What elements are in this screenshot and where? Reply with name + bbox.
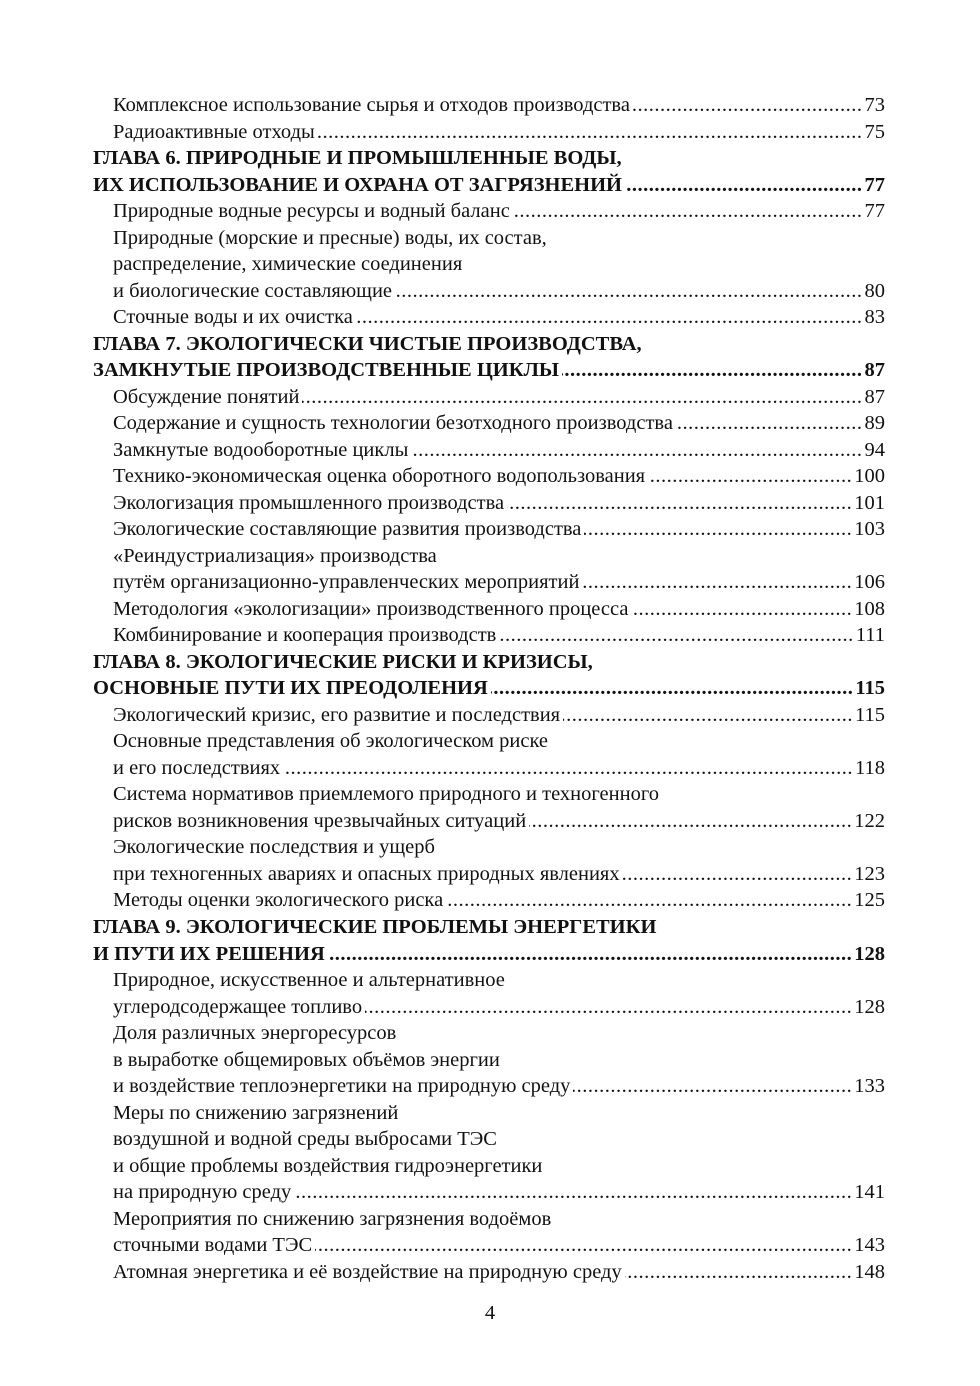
toc-section-entry[interactable] <box>93 384 885 411</box>
toc-page-number: 133 <box>854 1075 885 1098</box>
toc-entry-title: в выработке общемировых объёмов энергии <box>113 1048 500 1071</box>
toc-entry-title: ГЛАВА 6. ПРИРОДНЫЕ И ПРОМЫШЛЕННЫЕ ВОДЫ, <box>93 147 622 170</box>
dot-leader <box>573 1073 852 1100</box>
dot-leader <box>507 490 852 517</box>
toc-page-number: 118 <box>855 756 885 779</box>
toc-entry-title: Мероприятия по снижению загрязнения водоёмов <box>113 1207 552 1230</box>
toc-page-number: 148 <box>854 1260 885 1283</box>
toc-entry-title: и воздействие теплоэнергетики на природную среду <box>113 1075 571 1098</box>
toc-entry-line <box>93 331 885 358</box>
dot-leader <box>648 463 852 490</box>
toc-section-entry[interactable] <box>93 702 885 729</box>
toc-entry-title: Природные водные ресурсы и водный баланс <box>113 200 510 223</box>
toc-entry-title: путём организационно-управленческих мероприятий <box>113 571 580 594</box>
toc-entry-line <box>93 1206 885 1233</box>
toc-chapter-entry[interactable] <box>93 145 885 198</box>
toc-entry-title: Технико-экономическая оценка оборотного водопользования <box>113 465 646 488</box>
toc-entry-line <box>93 781 885 808</box>
toc-entry-title: Основные представления об экологическом риске <box>113 730 549 753</box>
dot-leader <box>294 1179 852 1206</box>
toc-page-number: 103 <box>854 518 885 541</box>
toc-section-entry[interactable] <box>93 834 885 887</box>
dot-leader <box>446 887 852 914</box>
toc-entry-title: Природное, искусственное и альтернативное <box>113 969 505 992</box>
dot-leader <box>283 755 853 782</box>
toc-entry-line <box>93 1259 885 1286</box>
toc-entry-line <box>93 1232 885 1259</box>
toc-section-entry[interactable] <box>93 410 885 437</box>
toc-entry-title: Методология «экологизации» производственного процесса <box>113 597 629 620</box>
toc-entry-line <box>93 1047 885 1074</box>
toc-page-number: 87 <box>864 359 885 382</box>
toc-entry-line <box>93 384 885 411</box>
toc-entry-line <box>93 490 885 517</box>
toc-page-number: 94 <box>864 438 885 461</box>
toc-chapter-entry[interactable] <box>93 331 885 384</box>
dot-leader <box>633 92 863 119</box>
toc-section-entry[interactable] <box>93 887 885 914</box>
toc-entry-line <box>93 1020 885 1047</box>
toc-entry-line <box>93 1153 885 1180</box>
dot-leader <box>318 119 863 146</box>
dot-leader <box>513 198 863 225</box>
toc-section-entry[interactable] <box>93 437 885 464</box>
toc-entry-line <box>93 755 885 782</box>
toc-entry-title: сточными водами ТЭС <box>113 1234 313 1257</box>
dot-leader <box>631 596 852 623</box>
toc-entry-title: Экологизация промышленного производства <box>113 491 505 514</box>
toc-section-entry[interactable] <box>93 967 885 1020</box>
table-of-contents <box>93 92 885 1285</box>
toc-page-number: 101 <box>854 491 885 514</box>
toc-entry-title: и биологические составляющие <box>113 279 393 302</box>
toc-entry-title: Комбинирование и кооперация производств <box>113 624 497 647</box>
toc-chapter-entry[interactable] <box>93 914 885 967</box>
toc-entry-line <box>93 702 885 729</box>
toc-page-number: 80 <box>864 279 885 302</box>
toc-entry-title: ГЛАВА 8. ЭКОЛОГИЧЕСКИЕ РИСКИ И КРИЗИСЫ, <box>93 650 593 673</box>
toc-section-entry[interactable] <box>93 728 885 781</box>
toc-section-entry[interactable] <box>93 596 885 623</box>
toc-entry-title: Экологические составляющие развития производства <box>113 518 582 541</box>
toc-section-entry[interactable] <box>93 119 885 146</box>
toc-entry-line <box>93 1100 885 1127</box>
toc-entry-title: при техногенных авариях и опасных природных явлениях <box>113 862 620 885</box>
toc-entry-title: Экологический кризис, его развитие и последствия <box>113 703 561 726</box>
toc-entry-line <box>93 887 885 914</box>
toc-entry-title: Система нормативов приемлемого природного и техногенного <box>113 783 659 806</box>
toc-entry-title: Радиоактивные отходы <box>113 120 315 143</box>
toc-page-number: 106 <box>854 571 885 594</box>
toc-page-number: 73 <box>864 94 885 116</box>
toc-entry-title: Методы оценки экологического риска <box>113 889 444 912</box>
toc-section-entry[interactable] <box>93 543 885 596</box>
dot-leader <box>625 1259 853 1286</box>
toc-entry-title: рисков возникновения чрезвычайных ситуаций <box>113 809 527 832</box>
toc-entry-title: «Реиндустриализация» производства <box>113 544 437 567</box>
toc-page-number: 77 <box>864 200 885 223</box>
toc-entry-title: распределение, химические соединения <box>113 253 463 276</box>
toc-page-number: 128 <box>854 995 885 1018</box>
toc-page-number: 115 <box>855 677 885 700</box>
toc-section-entry[interactable] <box>93 516 885 543</box>
dot-leader <box>529 808 852 835</box>
toc-entry-title: ГЛАВА 9. ЭКОЛОГИЧЕСКИЕ ПРОБЛЕМЫ ЭНЕРГЕТИКИ <box>93 915 657 938</box>
toc-entry-line <box>93 463 885 490</box>
toc-entry-title: Доля различных энергоресурсов <box>113 1022 397 1045</box>
dot-leader <box>302 384 862 411</box>
toc-entry-line <box>93 728 885 755</box>
toc-entry-line <box>93 278 885 305</box>
toc-section-entry[interactable] <box>93 304 885 331</box>
toc-entry-title: Меры по снижению загрязнений <box>113 1101 399 1124</box>
toc-page-number: 122 <box>854 809 885 832</box>
dot-leader <box>582 569 852 596</box>
toc-entry-title: Сточные воды и их очистка <box>113 306 353 329</box>
toc-entry-line <box>93 251 885 278</box>
toc-entry-line <box>93 1126 885 1153</box>
toc-section-entry[interactable] <box>93 490 885 517</box>
toc-section-entry[interactable] <box>93 1020 885 1100</box>
toc-entry-title: Обсуждение понятий <box>113 385 300 408</box>
toc-page-number: 128 <box>854 942 885 965</box>
toc-entry-line <box>93 1073 885 1100</box>
toc-entry-title: ГЛАВА 7. ЭКОЛОГИЧЕСКИ ЧИСТЫЕ ПРОИЗВОДСТВА, <box>93 332 642 355</box>
toc-entry-line <box>93 92 885 119</box>
toc-entry-title: воздушной и водной среды выбросами ТЭС <box>113 1128 497 1151</box>
toc-entry-title: и общие проблемы воздействия гидроэнергетики <box>113 1154 543 1177</box>
toc-entry-title: ИХ ИСПОЛЬЗОВАНИЕ И ОХРАНА ОТ ЗАГРЯЗНЕНИЙ <box>93 173 622 196</box>
dot-leader <box>623 861 853 888</box>
dot-leader <box>315 1232 852 1259</box>
toc-entry-title: Экологические последствия и ущерб <box>113 836 435 859</box>
dot-leader <box>491 675 854 702</box>
toc-section-entry[interactable] <box>93 198 885 225</box>
toc-entry-title: Содержание и сущность технологии безотходного производства <box>113 412 673 435</box>
toc-entry-line <box>93 675 885 702</box>
toc-entry-title: углеродсодержащее топливо <box>113 995 363 1018</box>
toc-chapter-entry[interactable] <box>93 649 885 702</box>
toc-entry-line <box>93 357 885 384</box>
toc-section-entry[interactable] <box>93 622 885 649</box>
dot-leader <box>411 437 862 464</box>
toc-page-number: 89 <box>864 412 885 435</box>
toc-section-entry[interactable] <box>93 1100 885 1206</box>
toc-entry-title: на природную среду <box>113 1181 292 1204</box>
toc-entry-line <box>93 649 885 676</box>
toc-entry-line <box>93 967 885 994</box>
toc-entry-line <box>93 304 885 331</box>
toc-entry-line <box>93 1179 885 1206</box>
toc-page-number: 123 <box>854 862 885 885</box>
dot-leader <box>499 622 853 649</box>
toc-entry-title: ОСНОВНЫЕ ПУТИ ИХ ПРЕОДОЛЕНИЯ <box>93 677 488 700</box>
toc-section-entry[interactable] <box>93 463 885 490</box>
toc-entry-line <box>93 569 885 596</box>
toc-entry-line <box>93 437 885 464</box>
dot-leader <box>676 410 863 437</box>
dot-leader <box>328 941 852 968</box>
toc-section-entry[interactable] <box>93 781 885 834</box>
toc-entry-title: Комплексное использование сырья и отходов производства <box>113 94 630 116</box>
dot-leader <box>395 278 862 305</box>
toc-entry-line <box>93 119 885 146</box>
toc-page-number: 141 <box>854 1181 885 1204</box>
toc-page-number: 143 <box>854 1234 885 1257</box>
toc-entry-title: и его последствиях <box>113 756 281 779</box>
toc-entry-line <box>93 516 885 543</box>
toc-entry-line <box>93 808 885 835</box>
toc-entry-line <box>93 596 885 623</box>
toc-entry-line <box>93 145 885 172</box>
toc-entry-line <box>93 543 885 570</box>
toc-page-number: 125 <box>854 889 885 912</box>
toc-section-entry[interactable] <box>93 92 885 119</box>
toc-page-number: 75 <box>864 120 885 143</box>
toc-section-entry[interactable] <box>93 1206 885 1259</box>
toc-entry-line <box>93 834 885 861</box>
toc-page-number: 100 <box>854 465 885 488</box>
toc-page-number: 83 <box>864 306 885 329</box>
page-number: 4 <box>484 1302 496 1324</box>
toc-entry-line <box>93 622 885 649</box>
toc-page-number: 111 <box>855 624 885 647</box>
toc-page-number: 108 <box>854 597 885 620</box>
dot-leader <box>625 172 863 199</box>
dot-leader <box>563 702 853 729</box>
dot-leader <box>562 357 863 384</box>
toc-entry-line <box>93 410 885 437</box>
toc-entry-title: ЗАМКНУТЫЕ ПРОИЗВОДСТВЕННЫЕ ЦИКЛЫ <box>93 359 559 382</box>
toc-section-entry[interactable] <box>93 225 885 305</box>
toc-entry-line <box>93 994 885 1021</box>
toc-entry-line <box>93 172 885 199</box>
toc-entry-line <box>93 941 885 968</box>
toc-entry-title: Природные (морские и пресные) воды, их состав, <box>113 226 547 249</box>
toc-entry-line <box>93 914 885 941</box>
toc-entry-line <box>93 225 885 252</box>
toc-page-number: 87 <box>864 385 885 408</box>
toc-entry-title: И ПУТИ ИХ РЕШЕНИЯ <box>93 942 325 965</box>
dot-leader <box>356 304 863 331</box>
toc-page-number: 115 <box>855 703 885 726</box>
toc-entry-title: Атомная энергетика и её воздействие на природную среду <box>113 1260 622 1283</box>
toc-page-number: 77 <box>864 173 885 196</box>
dot-leader <box>365 994 852 1021</box>
toc-section-entry[interactable] <box>93 1259 885 1286</box>
toc-entry-line <box>93 861 885 888</box>
dot-leader <box>584 516 852 543</box>
toc-entry-title: Замкнутые водооборотные циклы <box>113 438 409 461</box>
toc-entry-line <box>93 198 885 225</box>
